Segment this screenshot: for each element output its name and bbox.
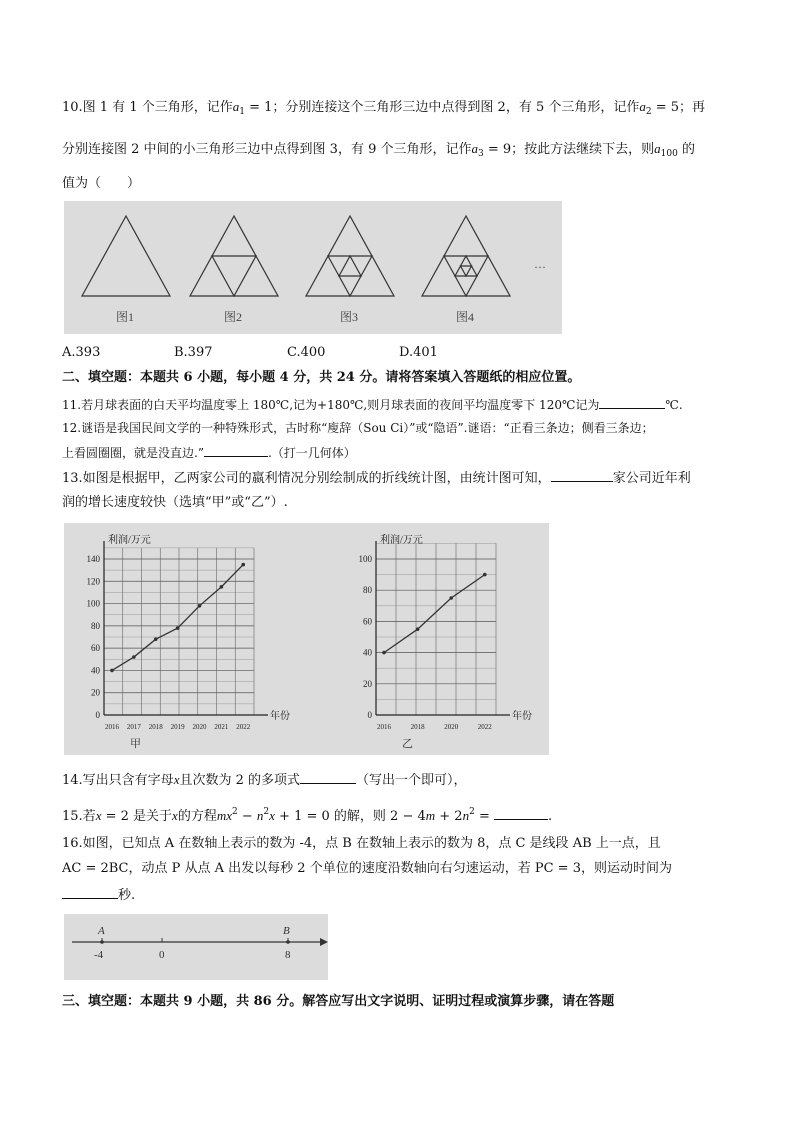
q15-text-1: 15.若 — [62, 809, 96, 824]
q14-answer-blank — [300, 770, 356, 784]
a2-subscript: 2 — [645, 107, 652, 117]
chart-jia-xtick-label: 2021 — [214, 723, 229, 731]
q15-mx: mx — [216, 808, 232, 823]
chart-jia-ytick-label: 40 — [91, 665, 100, 676]
label-a: A — [98, 925, 105, 937]
q13-text-2: 家公司近年利 — [612, 471, 691, 486]
a3-subscript: 3 — [477, 149, 484, 159]
a2-symbol: a — [639, 99, 646, 114]
number-line-figure — [64, 914, 328, 980]
q10-text-7: 值为（ ） — [62, 176, 141, 191]
a100-subscript: 100 — [660, 149, 678, 159]
chart-jia-point — [241, 563, 245, 567]
option-b: B.397 — [174, 345, 213, 360]
q10-text-4: 分别连接图 2 中间的小三角形三边中点得到图 3，有 9 个三角形，记作 — [62, 142, 472, 157]
section-3-heading: 三、填空题：本题共 9 小题，共 86 分。解答应写出文字说明、证明过程或演算步骤，请在答题 — [62, 994, 615, 1009]
chart-yi-ytick-label: 80 — [363, 585, 372, 596]
fig-label-1: 图1 — [116, 310, 135, 324]
chart-yi-point — [449, 596, 453, 600]
q10-text-6: 的 — [677, 142, 695, 157]
chart-yi-point — [483, 573, 487, 577]
q16-text-1: 16.如图，已知点 A 在数轴上表示的数为 -4，点 B 在数轴上表示的数为 8，点 C 是线段 AB 上一点，且 — [62, 836, 661, 851]
q15 — [62, 803, 552, 826]
chart-yi-ytick-label: 60 — [363, 616, 372, 627]
chart-jia-ytick-label: 60 — [91, 643, 100, 654]
q10-line-3 — [62, 175, 140, 193]
q15-text-4: + 1 = 0 的解，则 2 − 4 — [274, 809, 426, 824]
chart-jia-xtick-label: 2020 — [192, 723, 207, 731]
q15-equals: = — [474, 809, 494, 824]
q15-text-5: + 2 — [435, 809, 463, 824]
chart-jia-ytick-label: 20 — [91, 687, 100, 698]
q10-text-2: = 1；分别连接这个三角形三边中点得到图 2，有 5 个三角形，记作 — [244, 100, 640, 115]
q16-line-2 — [62, 860, 672, 878]
chart-yi-title: 乙 — [402, 738, 413, 750]
chart-jia-ytick-label: 80 — [91, 620, 100, 631]
q15-n2: n — [462, 808, 470, 823]
q12-text-2: 上看圆圈圈，就是没直边.” — [62, 446, 204, 460]
tick-label-zero: 0 — [159, 949, 165, 961]
q12-answer-blank — [204, 443, 268, 457]
chart-yi-point — [416, 627, 420, 631]
q10-text-3: = 5；再 — [651, 100, 706, 115]
chart-jia-xtick-label: 2019 — [170, 723, 185, 731]
q12-text-3: .（打一几何体） — [267, 446, 356, 460]
chart-yi-ytick-label: 20 — [363, 678, 372, 689]
number-line-arrow — [320, 938, 328, 946]
q12-text-1: 12.谜语是我国民间文学的一种特殊形式，古时称“廋辞（Sou Ci）”或“隐语”.谜语：“正看三条边；侧看三条边； — [62, 421, 654, 435]
q11 — [62, 395, 683, 414]
a3-symbol: a — [471, 141, 478, 156]
triangles-svg — [64, 201, 562, 334]
triangle-fig3-small — [339, 256, 361, 276]
q15-m2: m — [425, 808, 436, 823]
a1-subscript: 1 — [239, 107, 245, 117]
q15-answer-blank — [494, 806, 548, 820]
label-b: B — [283, 925, 290, 937]
q13-answer-blank — [551, 468, 613, 482]
q15-sup-3: 2 — [469, 807, 475, 817]
number-line-svg — [64, 914, 328, 980]
q15-text-2: = 2 是关于 — [101, 809, 173, 824]
q16-answer-blank — [62, 885, 118, 899]
q13-text-3: 润的增长速度较快（选填“甲”或“乙”）. — [62, 495, 288, 510]
q12-line-2 — [62, 443, 356, 462]
q14-text-3: （写出一个即可）， — [356, 773, 467, 788]
chart-jia-ytick-label: 100 — [86, 598, 100, 609]
chart-yi-ytick-label: 40 — [363, 647, 372, 658]
a1-symbol: a — [232, 99, 240, 114]
chart-yi-point — [382, 651, 386, 655]
chart-jia-point — [154, 637, 158, 641]
chart-jia-ylabel: 利润/万元 — [108, 535, 151, 546]
tick-label-a: -4 — [94, 949, 104, 961]
q11-answer-blank — [599, 395, 665, 409]
q12-line-1 — [62, 419, 654, 437]
q16-text-2: AC = 2BC，动点 P 从点 A 出发以每秒 2 个单位的速度沿数轴向右匀速运动，若 PC = 3，则运动时间为 — [62, 861, 672, 876]
q15-minus: − — [237, 809, 257, 824]
chart-jia-xtick-label: 2017 — [126, 723, 141, 731]
fig-label-3: 图3 — [340, 310, 359, 324]
q13-line-2 — [62, 494, 288, 512]
charts-svg — [64, 523, 549, 755]
q15-x2: x — [172, 808, 178, 823]
chart-jia-ytick-label: 0 — [95, 710, 100, 720]
chart-jia-ytick-label: 140 — [86, 554, 100, 564]
section-2-heading: 二、填空题：本题共 6 小题，每小题 4 分，共 24 分。请将答案填入答题纸的相应位置。 — [62, 370, 581, 385]
triangle-fig2-inner — [212, 256, 256, 296]
q10-text-1: 10.图 1 有 1 个三角形，记作 — [62, 100, 233, 115]
chart-jia-point — [110, 669, 114, 673]
chart-yi-xtick-label: 2016 — [377, 723, 391, 731]
charts-figure — [64, 523, 549, 755]
fig-label-2: 图2 — [224, 310, 243, 324]
q10-text-5: = 9；按此方法继续下去，则 — [483, 142, 655, 157]
option-a: A.393 — [62, 345, 101, 360]
option-c: C.400 — [287, 345, 326, 360]
chart-jia-point — [176, 626, 180, 630]
chart-jia-xtick-label: 2016 — [105, 723, 119, 731]
q15-n: n — [256, 808, 264, 823]
chart-yi-ylabel: 利润/万元 — [380, 535, 423, 546]
chart-jia-xtick-label: 2018 — [148, 723, 163, 731]
q10-line-2 — [62, 140, 695, 163]
chart-jia-point — [220, 585, 224, 589]
fig-ellipsis: ··· — [534, 260, 546, 274]
q15-x3: x — [269, 808, 275, 823]
q15-end: . — [547, 809, 553, 824]
chart-yi-ytick-label: 100 — [358, 554, 372, 564]
q15-sup-1: 2 — [232, 807, 238, 817]
q11-unit: ℃. — [665, 398, 683, 412]
triangle-fig1 — [82, 216, 170, 296]
point-b — [286, 940, 290, 944]
point-a — [100, 940, 104, 944]
q14-text-2: 且次数为 2 的多项式 — [179, 773, 301, 788]
q16-text-3: 秒. — [118, 888, 136, 903]
q15-sup-2: 2 — [263, 807, 270, 817]
q14 — [62, 770, 467, 790]
chart-jia-point — [132, 655, 136, 659]
chart-jia-ytick-label: 120 — [86, 576, 100, 587]
q14-text-1: 14.写出只含有字母 — [62, 773, 174, 788]
tick-label-b: 8 — [285, 949, 291, 961]
q16-line-1 — [62, 835, 661, 853]
q14-x: x — [173, 772, 180, 787]
chart-yi-series-line — [384, 575, 485, 653]
q10-line-1 — [62, 98, 705, 121]
chart-yi-xlabel: 年份 — [512, 711, 532, 722]
chart-jia-point — [198, 604, 202, 608]
q13-line-1 — [62, 468, 691, 488]
triangles-figure — [64, 201, 562, 334]
chart-jia-xlabel: 年份 — [270, 711, 290, 722]
q13-text-1: 13.如图是根据甲，乙两家公司的嬴利情况分别绘制成的折线统计图，由统计图可知， — [62, 471, 551, 486]
q16-line-3 — [62, 885, 135, 905]
q11-text: 11.若月球表面的白天平均温度零上 180℃,记为+180℃,则月球表面的夜间平均温度零下 120℃记为 — [62, 398, 600, 412]
chart-yi-xtick-label: 2022 — [477, 723, 492, 731]
chart-jia-series-line — [112, 565, 243, 671]
q15-text-3: 的方程 — [177, 809, 217, 824]
chart-yi-xtick-label: 2018 — [410, 723, 425, 731]
q15-x: x — [95, 808, 102, 823]
chart-yi-ytick-label: 0 — [367, 710, 372, 720]
chart-jia-xtick-label: 2022 — [236, 723, 251, 731]
a100-symbol: a — [654, 141, 661, 156]
chart-jia-title: 甲 — [130, 738, 141, 750]
chart-yi-xtick-label: 2020 — [444, 723, 459, 731]
fig-label-4: 图4 — [456, 310, 475, 324]
option-d: D.401 — [399, 345, 438, 360]
triangle-fig4-tiny — [461, 266, 472, 276]
